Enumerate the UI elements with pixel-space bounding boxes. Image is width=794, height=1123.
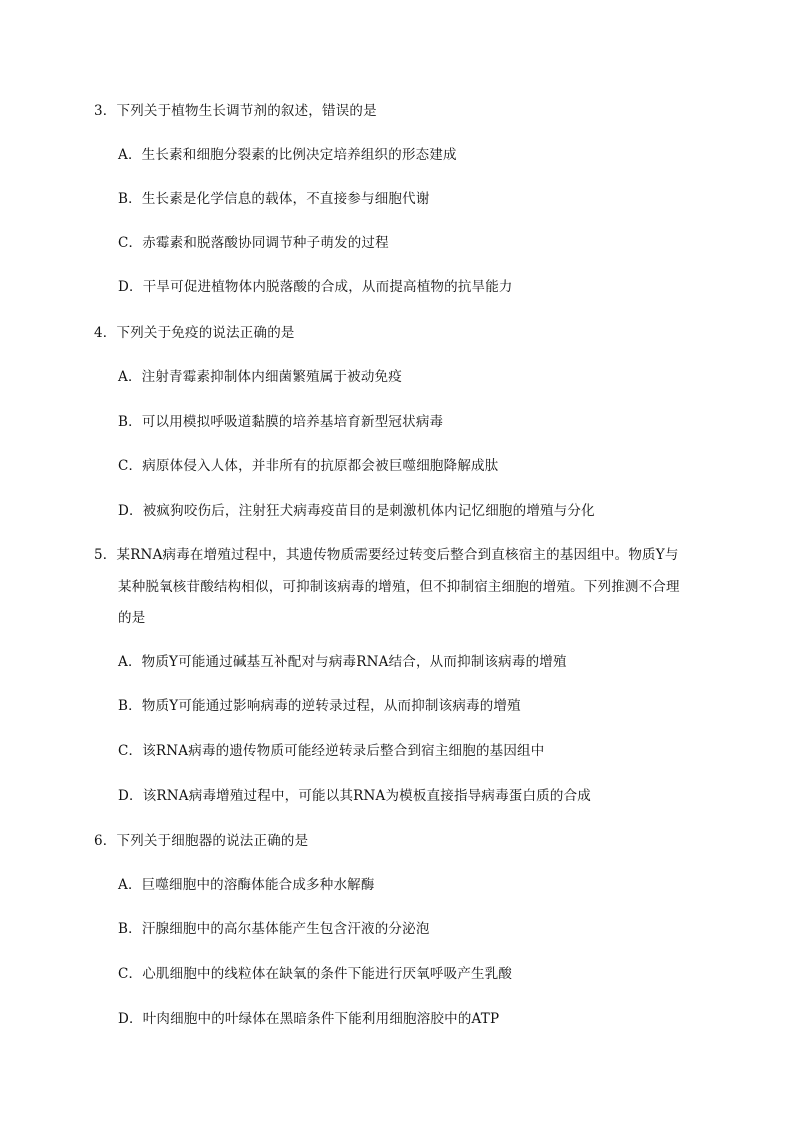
question-6-option-c: C．心肌细胞中的线粒体在缺氧的条件下能进行厌氧呼吸产生乳酸 (118, 966, 513, 982)
question-4-option-c: C．病原体侵入人体，并非所有的抗原都会被巨噬细胞降解成肽 (118, 458, 499, 474)
question-4-option-d: D．被疯狗咬伤后，注射狂犬病毒疫苗目的是刺激机体内记忆细胞的增殖与分化 (118, 503, 595, 519)
question-4-option-a: A．注射青霉素抑制体内细菌繁殖属于被动免疫 (118, 369, 402, 385)
question-5-stem-line-2: 某种脱氧核苷酸结构相似，可抑制该病毒的增殖，但不抑制宿主细胞的增殖。下列推测不合理 (118, 579, 680, 595)
question-5-option-d: D．该RNA病毒增殖过程中，可能以其RNA为模板直接指导病毒蛋白质的合成 (118, 788, 591, 804)
question-3-stem: 3．下列关于植物生长调节剂的叙述，错误的是 (94, 103, 377, 119)
question-5-option-a: A．物质Y可能通过碱基互补配对与病毒RNA结合，从而抑制该病毒的增殖 (118, 654, 567, 670)
question-3-option-d: D．干旱可促进植物体内脱落酸的合成，从而提高植物的抗旱能力 (118, 279, 513, 295)
question-5-stem-line-1: 5．某RNA病毒在增殖过程中，其遗传物质需要经过转变后整合到直核宿主的基因组中。物质Y与 (94, 547, 679, 563)
question-5-option-b: B．物质Y可能通过影响病毒的逆转录过程，从而抑制该病毒的增殖 (118, 698, 521, 714)
question-6-option-b: B．汗腺细胞中的高尔基体能产生包含汗液的分泌泡 (118, 921, 430, 937)
question-5-option-c: C．该RNA病毒的遗传物质可能经逆转录后整合到宿主细胞的基因组中 (118, 743, 545, 759)
question-6-option-a: A．巨噬细胞中的溶酶体能合成多种水解酶 (118, 877, 375, 893)
question-6-option-d: D．叶肉细胞中的叶绿体在黑暗条件下能利用细胞溶胶中的ATP (118, 1011, 500, 1027)
question-3-option-c: C．赤霉素和脱落酸协同调节种子萌发的过程 (118, 235, 389, 251)
question-5-stem-line-3: 的是 (118, 610, 146, 626)
question-6-stem: 6．下列关于细胞器的说法正确的是 (94, 833, 309, 849)
question-4-stem: 4．下列关于免疫的说法正确的是 (94, 325, 295, 341)
question-3-option-a: A．生长素和细胞分裂素的比例决定培养组织的形态建成 (118, 147, 457, 163)
question-4-option-b: B．可以用模拟呼吸道黏膜的培养基培育新型冠状病毒 (118, 414, 444, 430)
question-3-option-b: B．生长素是化学信息的载体，不直接参与细胞代谢 (118, 191, 430, 207)
